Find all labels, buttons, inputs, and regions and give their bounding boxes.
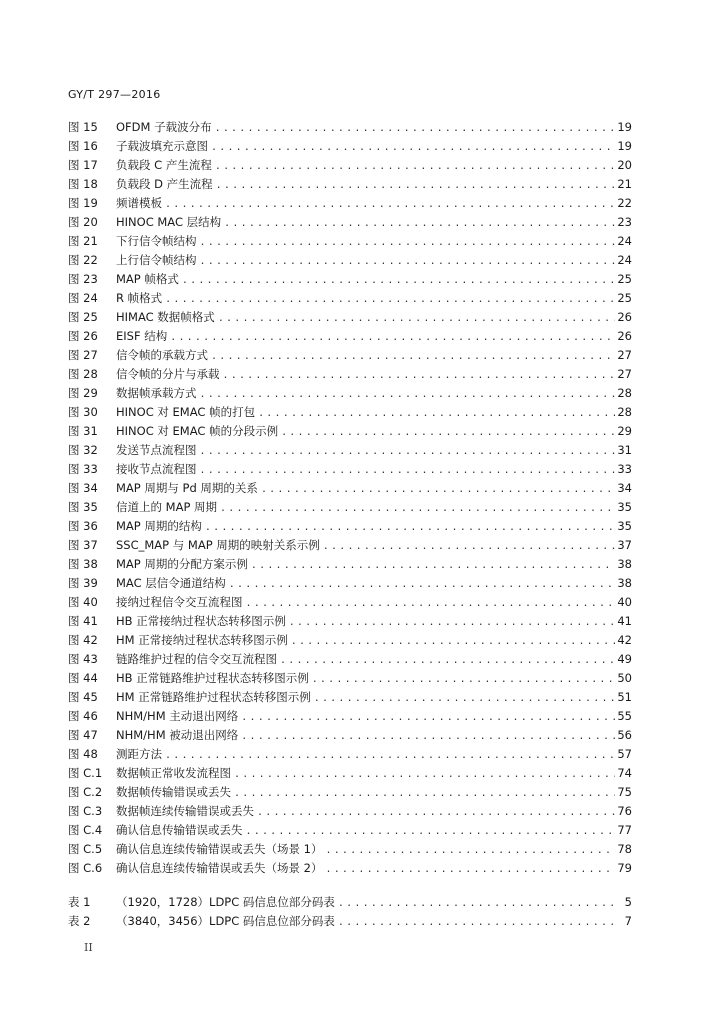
entry-number: 图 15 bbox=[68, 120, 98, 134]
entry-title: 信令帧的承载方式 bbox=[116, 348, 208, 362]
dot-leader bbox=[246, 594, 616, 613]
entry-number: 图 29 bbox=[68, 386, 98, 400]
entry-page: 7 bbox=[624, 914, 632, 928]
figure-entry[interactable] bbox=[68, 251, 632, 270]
entry-page: 19 bbox=[617, 120, 632, 134]
entry-title: 测距方法 bbox=[116, 747, 162, 761]
entry-title: MAP 帧格式 bbox=[116, 272, 179, 286]
dot-leader bbox=[234, 765, 615, 784]
entry-title: MAP 周期的分配方案示例 bbox=[116, 557, 248, 571]
dot-leader bbox=[257, 803, 615, 822]
entry-title: （1920，1728）LDPC 码信息位部分码表 bbox=[116, 895, 335, 909]
entry-title: 链路维护过程的信令交互流程图 bbox=[116, 652, 277, 666]
entry-page: 19 bbox=[617, 139, 632, 153]
entry-page: 26 bbox=[617, 310, 632, 324]
dot-leader bbox=[205, 518, 615, 537]
entry-number: 图 17 bbox=[68, 158, 98, 172]
entry-number: 图 C.4 bbox=[68, 823, 103, 837]
figure-entry[interactable] bbox=[68, 650, 632, 669]
figure-entry[interactable] bbox=[68, 726, 632, 745]
entry-number: 图 C.3 bbox=[68, 804, 103, 818]
entry-page: 31 bbox=[617, 443, 632, 457]
entry-number: 图 41 bbox=[68, 614, 98, 628]
entry-title: MAP 周期的结构 bbox=[116, 519, 202, 533]
entry-number: 图 27 bbox=[68, 348, 98, 362]
figure-entry[interactable] bbox=[68, 593, 632, 612]
figure-list bbox=[68, 118, 632, 878]
entry-title: NHM/HM 被动退出网络 bbox=[116, 728, 239, 742]
entry-number: 图 34 bbox=[68, 481, 98, 495]
dot-leader bbox=[323, 537, 616, 556]
entry-title: 数据帧正常收发流程图 bbox=[116, 766, 231, 780]
entry-title: 数据帧承载方式 bbox=[116, 386, 197, 400]
dot-leader bbox=[312, 670, 616, 689]
entry-page: 24 bbox=[617, 253, 632, 267]
entry-number: 图 25 bbox=[68, 310, 98, 324]
entry-page: 49 bbox=[617, 652, 632, 666]
entry-title: HIMAC 数据帧格式 bbox=[116, 310, 215, 324]
entry-title: 上行信令帧结构 bbox=[116, 253, 197, 267]
figure-entry[interactable] bbox=[68, 365, 632, 384]
entry-title: 子载波填充示意图 bbox=[116, 139, 208, 153]
entry-number: 图 44 bbox=[68, 671, 98, 685]
entry-number: 图 28 bbox=[68, 367, 98, 381]
entry-title: R 帧格式 bbox=[116, 291, 163, 305]
entry-page: 27 bbox=[617, 348, 632, 362]
dot-leader bbox=[200, 385, 616, 404]
dot-leader bbox=[211, 347, 615, 366]
entry-page: 5 bbox=[624, 895, 632, 909]
dot-leader bbox=[281, 423, 615, 442]
entry-number: 图 C.5 bbox=[68, 842, 103, 856]
dot-leader bbox=[338, 913, 616, 932]
figure-entry[interactable] bbox=[68, 327, 632, 346]
figure-entry[interactable] bbox=[68, 821, 632, 840]
entry-title: HB 正常接纳过程状态转移图示例 bbox=[116, 614, 286, 628]
figure-entry[interactable] bbox=[68, 669, 632, 688]
entry-title: HM 正常接纳过程状态转移图示例 bbox=[116, 633, 288, 647]
entry-page: 28 bbox=[617, 386, 632, 400]
dot-leader bbox=[246, 822, 616, 841]
entry-page: 25 bbox=[617, 291, 632, 305]
entry-page: 38 bbox=[617, 557, 632, 571]
dot-leader bbox=[223, 366, 616, 385]
entry-page: 78 bbox=[617, 842, 632, 856]
figure-entry[interactable] bbox=[68, 156, 632, 175]
entry-number: 图 23 bbox=[68, 272, 98, 286]
entry-number: 图 47 bbox=[68, 728, 98, 742]
dot-leader bbox=[251, 556, 615, 575]
dot-leader bbox=[325, 860, 615, 879]
dot-leader bbox=[224, 214, 615, 233]
dot-leader bbox=[241, 708, 615, 727]
figure-entry[interactable] bbox=[68, 175, 632, 194]
dot-leader bbox=[291, 632, 616, 651]
figure-entry[interactable] bbox=[68, 536, 632, 555]
entry-title: MAP 周期与 Pd 周期的关系 bbox=[116, 481, 258, 495]
entry-page: 26 bbox=[617, 329, 632, 343]
entry-number: 图 19 bbox=[68, 196, 98, 210]
dot-leader bbox=[200, 442, 616, 461]
entry-number: 表 1 bbox=[68, 895, 91, 909]
entry-title: 接收节点流程图 bbox=[116, 462, 197, 476]
entry-number: 图 35 bbox=[68, 500, 98, 514]
dot-leader bbox=[200, 233, 616, 252]
entry-title: 负载段 D 产生流程 bbox=[116, 177, 213, 191]
page-number: II bbox=[84, 941, 93, 954]
entry-number: 图 32 bbox=[68, 443, 98, 457]
entry-page: 24 bbox=[617, 234, 632, 248]
entry-title: 确认信息连续传输错误或丢失（场景 2） bbox=[116, 861, 323, 875]
figure-entry[interactable] bbox=[68, 289, 632, 308]
entry-title: 负载段 C 产生流程 bbox=[116, 158, 212, 172]
entry-page: 76 bbox=[617, 804, 632, 818]
entry-number: 图 C.6 bbox=[68, 861, 103, 875]
entry-title: MAC 层信令通道结构 bbox=[116, 576, 226, 590]
dot-leader bbox=[220, 499, 615, 518]
figure-entry[interactable] bbox=[68, 859, 632, 878]
figure-entry[interactable] bbox=[68, 270, 632, 289]
dot-leader bbox=[241, 727, 615, 746]
entry-page: 77 bbox=[617, 823, 632, 837]
dot-leader bbox=[170, 328, 615, 347]
figure-entry[interactable] bbox=[68, 612, 632, 631]
figure-entry[interactable] bbox=[68, 213, 632, 232]
figure-entry[interactable] bbox=[68, 764, 632, 783]
dot-leader bbox=[218, 309, 616, 328]
figure-entry[interactable] bbox=[68, 308, 632, 327]
entry-title: OFDM 子载波分布 bbox=[116, 120, 212, 134]
entry-title: 信道上的 MAP 周期 bbox=[116, 500, 218, 514]
entry-page: 34 bbox=[617, 481, 632, 495]
entry-number: 图 42 bbox=[68, 633, 98, 647]
entry-number: 图 21 bbox=[68, 234, 98, 248]
figure-entry[interactable] bbox=[68, 498, 632, 517]
entry-page: 74 bbox=[617, 766, 632, 780]
entry-number: 图 C.2 bbox=[68, 785, 103, 799]
entry-page: 57 bbox=[617, 747, 632, 761]
figure-entry[interactable] bbox=[68, 194, 632, 213]
entry-title: HINOC 对 EMAC 帧的打包 bbox=[116, 405, 256, 419]
entry-title: NHM/HM 主动退出网络 bbox=[116, 709, 239, 723]
entry-number: 图 37 bbox=[68, 538, 98, 552]
entry-page: 23 bbox=[617, 215, 632, 229]
figure-entry[interactable] bbox=[68, 707, 632, 726]
entry-number: 图 26 bbox=[68, 329, 98, 343]
entry-page: 38 bbox=[617, 576, 632, 590]
figure-entry[interactable] bbox=[68, 479, 632, 498]
dot-leader bbox=[165, 746, 615, 765]
entry-number: 图 33 bbox=[68, 462, 98, 476]
entry-number: 图 30 bbox=[68, 405, 98, 419]
figure-entry[interactable] bbox=[68, 384, 632, 403]
dot-leader bbox=[215, 119, 616, 138]
entry-title: EISF 结构 bbox=[116, 329, 168, 343]
dot-leader bbox=[234, 784, 615, 803]
figure-entry[interactable] bbox=[68, 460, 632, 479]
entry-number: 图 46 bbox=[68, 709, 98, 723]
entry-number: 图 40 bbox=[68, 595, 98, 609]
entry-page: 35 bbox=[617, 519, 632, 533]
figure-entry[interactable] bbox=[68, 232, 632, 251]
entry-page: 41 bbox=[617, 614, 632, 628]
figure-entry[interactable] bbox=[68, 631, 632, 650]
entry-title: HINOC 对 EMAC 帧的分段示例 bbox=[116, 424, 279, 438]
table-list bbox=[68, 893, 632, 931]
entry-title: （3840，3456）LDPC 码信息位部分码表 bbox=[116, 914, 335, 928]
entry-number: 图 31 bbox=[68, 424, 98, 438]
entry-page: 42 bbox=[617, 633, 632, 647]
entry-page: 29 bbox=[617, 424, 632, 438]
entry-title: HM 正常链路维护过程状态转移图示例 bbox=[116, 690, 311, 704]
section-gap bbox=[68, 878, 632, 893]
entry-number: 图 20 bbox=[68, 215, 98, 229]
figure-entry[interactable] bbox=[68, 118, 632, 137]
figure-entry[interactable] bbox=[68, 403, 632, 422]
dot-leader bbox=[165, 290, 615, 309]
figure-entry[interactable] bbox=[68, 555, 632, 574]
entry-page: 21 bbox=[617, 177, 632, 191]
dot-leader bbox=[258, 404, 615, 423]
entry-page: 55 bbox=[617, 709, 632, 723]
entry-title: HINOC MAC 层结构 bbox=[116, 215, 222, 229]
figure-entry[interactable] bbox=[68, 137, 632, 156]
entry-title: HB 正常链路维护过程状态转移图示例 bbox=[116, 671, 309, 685]
entry-page: 56 bbox=[617, 728, 632, 742]
dot-leader bbox=[261, 480, 615, 499]
entry-number: 图 C.1 bbox=[68, 766, 103, 780]
entry-number: 图 43 bbox=[68, 652, 98, 666]
entry-title: 接纳过程信令交互流程图 bbox=[116, 595, 243, 609]
figure-entry[interactable] bbox=[68, 517, 632, 536]
figure-entry[interactable] bbox=[68, 346, 632, 365]
entry-page: 50 bbox=[617, 671, 632, 685]
entry-page: 40 bbox=[617, 595, 632, 609]
figure-entry[interactable] bbox=[68, 802, 632, 821]
dot-leader bbox=[200, 252, 616, 271]
entry-page: 75 bbox=[617, 785, 632, 799]
entry-number: 图 16 bbox=[68, 139, 98, 153]
entry-number: 图 38 bbox=[68, 557, 98, 571]
entry-page: 33 bbox=[617, 462, 632, 476]
figure-entry[interactable] bbox=[68, 688, 632, 707]
entry-title: 数据帧传输错误或丢失 bbox=[116, 785, 231, 799]
table-entry[interactable] bbox=[68, 912, 632, 931]
entry-page: 25 bbox=[617, 272, 632, 286]
entry-title: 确认信息连续传输错误或丢失（场景 1） bbox=[116, 842, 323, 856]
entry-number: 图 45 bbox=[68, 690, 98, 704]
figure-entry[interactable] bbox=[68, 574, 632, 593]
dot-leader bbox=[165, 195, 615, 214]
dot-leader bbox=[216, 176, 616, 195]
entry-page: 51 bbox=[617, 690, 632, 704]
table-entry[interactable] bbox=[68, 893, 632, 912]
table-of-contents bbox=[68, 118, 632, 931]
entry-title: SSC_MAP 与 MAP 周期的映射关系示例 bbox=[116, 538, 320, 552]
entry-page: 20 bbox=[617, 158, 632, 172]
dot-leader bbox=[229, 575, 616, 594]
dot-leader bbox=[338, 894, 616, 913]
entry-page: 35 bbox=[617, 500, 632, 514]
entry-number: 图 39 bbox=[68, 576, 98, 590]
entry-page: 28 bbox=[617, 405, 632, 419]
entry-title: 发送节点流程图 bbox=[116, 443, 197, 457]
dot-leader bbox=[200, 461, 616, 480]
entry-title: 下行信令帧结构 bbox=[116, 234, 197, 248]
dot-leader bbox=[314, 689, 616, 708]
entry-page: 27 bbox=[617, 367, 632, 381]
dot-leader bbox=[280, 651, 615, 670]
entry-page: 79 bbox=[617, 861, 632, 875]
entry-title: 确认信息传输错误或丢失 bbox=[116, 823, 243, 837]
entry-page: 37 bbox=[617, 538, 632, 552]
dot-leader bbox=[182, 271, 615, 290]
dot-leader bbox=[211, 138, 615, 157]
entry-number: 表 2 bbox=[68, 914, 91, 928]
entry-title: 信令帧的分片与承载 bbox=[116, 367, 220, 381]
figure-entry[interactable] bbox=[68, 783, 632, 802]
dot-leader bbox=[325, 841, 615, 860]
standard-header: GY/T 297—2016 bbox=[68, 88, 161, 101]
figure-entry[interactable] bbox=[68, 441, 632, 460]
entry-number: 图 24 bbox=[68, 291, 98, 305]
figure-entry[interactable] bbox=[68, 840, 632, 859]
dot-leader bbox=[289, 613, 616, 632]
entry-page: 22 bbox=[617, 196, 632, 210]
figure-entry[interactable] bbox=[68, 745, 632, 764]
entry-title: 数据帧连续传输错误或丢失 bbox=[116, 804, 254, 818]
entry-number: 图 22 bbox=[68, 253, 98, 267]
entry-number: 图 18 bbox=[68, 177, 98, 191]
entry-title: 频谱模板 bbox=[116, 196, 162, 210]
figure-entry[interactable] bbox=[68, 422, 632, 441]
dot-leader bbox=[215, 157, 616, 176]
entry-number: 图 48 bbox=[68, 747, 98, 761]
entry-number: 图 36 bbox=[68, 519, 98, 533]
